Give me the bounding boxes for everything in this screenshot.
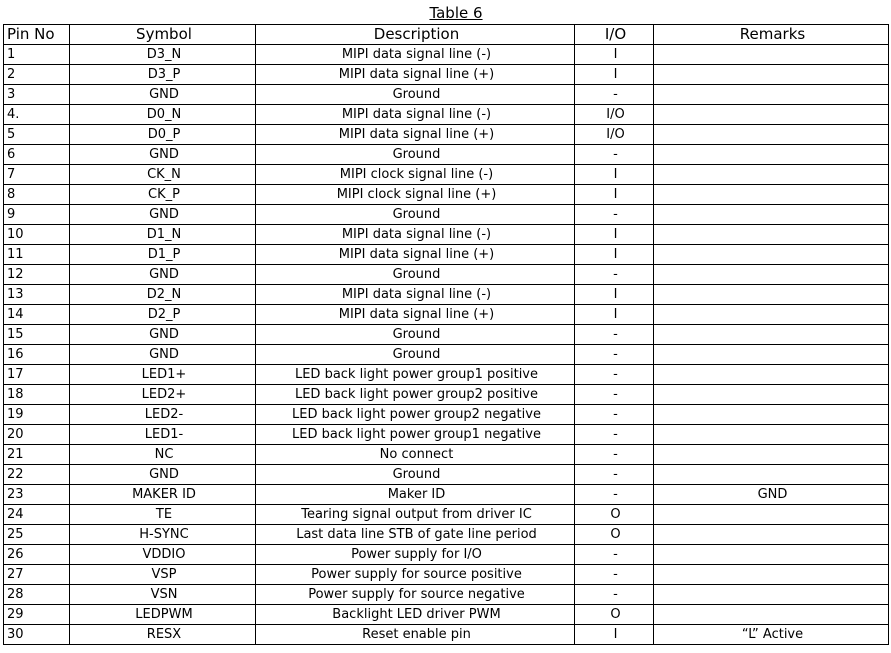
symbol-cell: LED2-: [70, 405, 256, 425]
description-cell: Ground: [256, 205, 575, 225]
pin-table: [3, 24, 889, 645]
pin-number-cell: 4.: [4, 105, 70, 125]
remarks-cell: [654, 265, 889, 285]
table-row: [4, 545, 889, 565]
remarks-cell: [654, 365, 889, 385]
io-cell: I: [575, 285, 654, 305]
description-cell: LED back light power group1 positive: [256, 365, 575, 385]
symbol-cell: D1_P: [70, 245, 256, 265]
remarks-cell: [654, 305, 889, 325]
io-cell: -: [575, 365, 654, 385]
io-cell: -: [575, 205, 654, 225]
pin-number-cell: 25: [4, 525, 70, 545]
table-row: [4, 345, 889, 365]
description-cell: No connect: [256, 445, 575, 465]
description-cell: Ground: [256, 85, 575, 105]
table-row: [4, 125, 889, 145]
io-cell: I: [575, 225, 654, 245]
pin-number-cell: 11: [4, 245, 70, 265]
table-row: [4, 385, 889, 405]
table-row: [4, 45, 889, 65]
remarks-cell: [654, 565, 889, 585]
io-cell: I: [575, 45, 654, 65]
remarks-cell: [654, 165, 889, 185]
pin-number-cell: 30: [4, 625, 70, 645]
symbol-cell: TE: [70, 505, 256, 525]
remarks-cell: [654, 405, 889, 425]
description-cell: Power supply for source positive: [256, 565, 575, 585]
io-cell: I: [575, 65, 654, 85]
io-cell: -: [575, 425, 654, 445]
table-caption: Table 6: [429, 4, 483, 22]
table-row: [4, 525, 889, 545]
symbol-cell: GND: [70, 265, 256, 285]
pin-table-body: [4, 45, 889, 645]
table-row: [4, 165, 889, 185]
io-cell: -: [575, 445, 654, 465]
pin-number-cell: 3: [4, 85, 70, 105]
table-row: [4, 105, 889, 125]
io-cell: -: [575, 485, 654, 505]
remarks-cell: [654, 85, 889, 105]
pin-number-cell: 29: [4, 605, 70, 625]
header-symbol: Symbol: [70, 25, 256, 45]
symbol-cell: LED1-: [70, 425, 256, 445]
remarks-cell: [654, 545, 889, 565]
symbol-cell: D3_N: [70, 45, 256, 65]
io-cell: I/O: [575, 125, 654, 145]
remarks-cell: [654, 605, 889, 625]
description-cell: Reset enable pin: [256, 625, 575, 645]
table-row: [4, 305, 889, 325]
table-row: [4, 145, 889, 165]
pin-number-cell: 5: [4, 125, 70, 145]
remarks-cell: [654, 285, 889, 305]
symbol-cell: LED1+: [70, 365, 256, 385]
description-cell: Last data line STB of gate line period: [256, 525, 575, 545]
description-cell: MIPI data signal line (-): [256, 285, 575, 305]
symbol-cell: D2_P: [70, 305, 256, 325]
symbol-cell: MAKER ID: [70, 485, 256, 505]
pin-number-cell: 2: [4, 65, 70, 85]
pin-number-cell: 20: [4, 425, 70, 445]
description-cell: Backlight LED driver PWM: [256, 605, 575, 625]
header-row: [4, 25, 889, 45]
io-cell: I: [575, 305, 654, 325]
remarks-cell: [654, 225, 889, 245]
table-row: [4, 285, 889, 305]
io-cell: -: [575, 465, 654, 485]
io-cell: -: [575, 265, 654, 285]
io-cell: I: [575, 625, 654, 645]
table-row: [4, 565, 889, 585]
remarks-cell: “L” Active: [654, 625, 889, 645]
symbol-cell: LED2+: [70, 385, 256, 405]
remarks-cell: [654, 465, 889, 485]
symbol-cell: GND: [70, 465, 256, 485]
remarks-cell: [654, 125, 889, 145]
table-row: [4, 185, 889, 205]
symbol-cell: GND: [70, 325, 256, 345]
pin-number-cell: 18: [4, 385, 70, 405]
description-cell: MIPI clock signal line (-): [256, 165, 575, 185]
remarks-cell: [654, 585, 889, 605]
remarks-cell: [654, 525, 889, 545]
pin-number-cell: 21: [4, 445, 70, 465]
io-cell: I/O: [575, 105, 654, 125]
symbol-cell: GND: [70, 145, 256, 165]
io-cell: -: [575, 325, 654, 345]
pin-number-cell: 9: [4, 205, 70, 225]
table-row: [4, 245, 889, 265]
symbol-cell: D2_N: [70, 285, 256, 305]
pin-number-cell: 15: [4, 325, 70, 345]
symbol-cell: VSN: [70, 585, 256, 605]
table-row: [4, 485, 889, 505]
remarks-cell: [654, 505, 889, 525]
remarks-cell: [654, 45, 889, 65]
io-cell: -: [575, 85, 654, 105]
description-cell: Ground: [256, 145, 575, 165]
pin-number-cell: 17: [4, 365, 70, 385]
pin-number-cell: 14: [4, 305, 70, 325]
description-cell: LED back light power group2 positive: [256, 385, 575, 405]
pin-number-cell: 23: [4, 485, 70, 505]
header-description: Description: [256, 25, 575, 45]
description-cell: MIPI data signal line (+): [256, 245, 575, 265]
remarks-cell: [654, 445, 889, 465]
io-cell: I: [575, 245, 654, 265]
pin-number-cell: 7: [4, 165, 70, 185]
remarks-cell: GND: [654, 485, 889, 505]
pin-number-cell: 22: [4, 465, 70, 485]
pin-number-cell: 8: [4, 185, 70, 205]
io-cell: O: [575, 525, 654, 545]
io-cell: -: [575, 585, 654, 605]
pin-number-cell: 28: [4, 585, 70, 605]
description-cell: Ground: [256, 345, 575, 365]
symbol-cell: VSP: [70, 565, 256, 585]
remarks-cell: [654, 205, 889, 225]
remarks-cell: [654, 145, 889, 165]
description-cell: LED back light power group1 negative: [256, 425, 575, 445]
table-row: [4, 625, 889, 645]
pin-number-cell: 24: [4, 505, 70, 525]
remarks-cell: [654, 65, 889, 85]
io-cell: -: [575, 145, 654, 165]
symbol-cell: H-SYNC: [70, 525, 256, 545]
table-row: [4, 365, 889, 385]
pin-number-cell: 19: [4, 405, 70, 425]
header-remarks: Remarks: [654, 25, 889, 45]
symbol-cell: GND: [70, 345, 256, 365]
description-cell: Tearing signal output from driver IC: [256, 505, 575, 525]
table-row: [4, 605, 889, 625]
io-cell: -: [575, 345, 654, 365]
table-row: [4, 505, 889, 525]
pin-number-cell: 26: [4, 545, 70, 565]
remarks-cell: [654, 385, 889, 405]
table-row: [4, 65, 889, 85]
description-cell: Ground: [256, 265, 575, 285]
table-row: [4, 425, 889, 445]
io-cell: O: [575, 505, 654, 525]
header-pin-no: Pin No: [4, 25, 70, 45]
pin-number-cell: 1: [4, 45, 70, 65]
io-cell: I: [575, 165, 654, 185]
table-row: [4, 325, 889, 345]
description-cell: MIPI data signal line (-): [256, 105, 575, 125]
pin-number-cell: 27: [4, 565, 70, 585]
description-cell: Ground: [256, 325, 575, 345]
description-cell: Power supply for I/O: [256, 545, 575, 565]
description-cell: MIPI data signal line (+): [256, 305, 575, 325]
description-cell: MIPI clock signal line (+): [256, 185, 575, 205]
io-cell: -: [575, 405, 654, 425]
io-cell: I: [575, 185, 654, 205]
io-cell: -: [575, 385, 654, 405]
table-row: [4, 225, 889, 245]
table-row: [4, 265, 889, 285]
io-cell: O: [575, 605, 654, 625]
header-io: I/O: [575, 25, 654, 45]
remarks-cell: [654, 325, 889, 345]
pin-number-cell: 13: [4, 285, 70, 305]
table-row: [4, 405, 889, 425]
symbol-cell: RESX: [70, 625, 256, 645]
symbol-cell: D1_N: [70, 225, 256, 245]
description-cell: MIPI data signal line (-): [256, 225, 575, 245]
symbol-cell: D0_P: [70, 125, 256, 145]
pin-number-cell: 10: [4, 225, 70, 245]
remarks-cell: [654, 105, 889, 125]
table-row: [4, 85, 889, 105]
symbol-cell: GND: [70, 205, 256, 225]
table-row: [4, 585, 889, 605]
description-cell: Power supply for source negative: [256, 585, 575, 605]
description-cell: LED back light power group2 negative: [256, 405, 575, 425]
description-cell: Maker ID: [256, 485, 575, 505]
description-cell: MIPI data signal line (+): [256, 65, 575, 85]
table-row: [4, 205, 889, 225]
table-row: [4, 445, 889, 465]
symbol-cell: CK_P: [70, 185, 256, 205]
pin-number-cell: 6: [4, 145, 70, 165]
remarks-cell: [654, 185, 889, 205]
io-cell: -: [575, 545, 654, 565]
remarks-cell: [654, 245, 889, 265]
pin-number-cell: 12: [4, 265, 70, 285]
remarks-cell: [654, 345, 889, 365]
remarks-cell: [654, 425, 889, 445]
description-cell: MIPI data signal line (+): [256, 125, 575, 145]
symbol-cell: D3_P: [70, 65, 256, 85]
io-cell: -: [575, 565, 654, 585]
description-cell: Ground: [256, 465, 575, 485]
description-cell: MIPI data signal line (-): [256, 45, 575, 65]
symbol-cell: VDDIO: [70, 545, 256, 565]
table-row: [4, 465, 889, 485]
symbol-cell: LEDPWM: [70, 605, 256, 625]
symbol-cell: D0_N: [70, 105, 256, 125]
pin-number-cell: 16: [4, 345, 70, 365]
symbol-cell: NC: [70, 445, 256, 465]
symbol-cell: GND: [70, 85, 256, 105]
symbol-cell: CK_N: [70, 165, 256, 185]
